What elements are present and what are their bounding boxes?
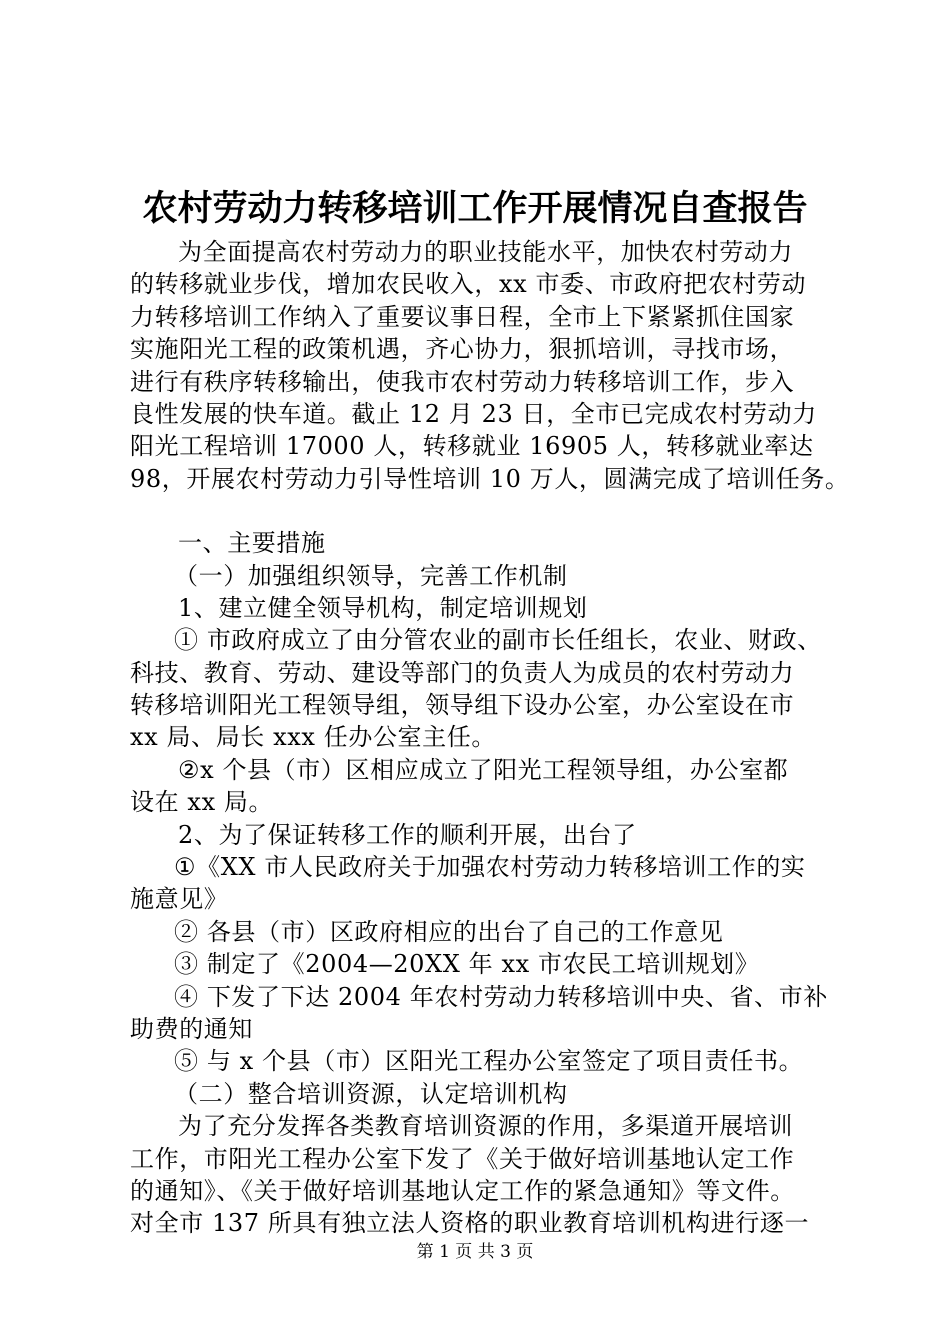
subsection-heading: （二）整合培训资源，认定培训机构 (174, 1079, 568, 1108)
paragraph-line: 为全面提高农村劳动力的职业技能水平，加快农村劳动力 (178, 238, 793, 266)
paragraph-line: 98，开展农村劳动力引导性培训 10 万人，圆满完成了培训任务。 (130, 464, 850, 493)
paragraph-line: 助费的通知 (130, 1014, 253, 1043)
paragraph-line: 的转移就业步伐，增加农民收入，xx 市委、市政府把农村劳动 (130, 270, 807, 299)
subsection-heading: （一）加强组织领导，完善工作机制 (174, 561, 568, 590)
document-title: 农村劳动力转移培训工作开展情况自查报告 (142, 188, 808, 229)
list-item: ⑤ 与 x 个县（市）区阳光工程办公室签定了项目责任书。 (174, 1047, 804, 1076)
list-item: ①《XX 市人民政府关于加强农村劳动力转移培训工作的实 (174, 853, 806, 882)
paragraph-line: 良性发展的快车道。截止 12 月 23 日，全市已完成农村劳动力 (130, 399, 817, 428)
item-heading: 1、建立健全领导机构，制定培训规划 (178, 593, 588, 622)
paragraph-line: 阳光工程培训 17000 人，转移就业 16905 人，转移就业率达 (130, 432, 814, 461)
item-heading: 2、为了保证转移工作的顺利开展，出台了 (178, 820, 637, 849)
paragraph-line: ②x 个县（市）区相应成立了阳光工程领导组，办公室都 (178, 755, 789, 784)
paragraph-line: 实施阳光工程的政策机遇，齐心协力，狠抓培训，寻找市场， (130, 335, 795, 364)
paragraph-line: ① 市政府成立了由分管农业的副市长任组长，农业、财政、 (174, 626, 822, 655)
paragraph-line: 的通知》、《关于做好培训基地认定工作的紧急通知》等文件。 (130, 1176, 795, 1205)
paragraph-line: 力转移培训工作纳入了重要议事日程，全市上下紧紧抓住国家 (130, 302, 795, 331)
paragraph-line: 进行有秩序转移输出，使我市农村劳动力转移培训工作，步入 (130, 367, 795, 396)
list-item: ③ 制定了《2004—20XX 年 xx 市农民工培训规划》 (174, 950, 760, 979)
paragraph-line: 对全市 137 所具有独立法人资格的职业教育培训机构进行逐一 (130, 1209, 810, 1238)
paragraph-line: 施意见》 (130, 885, 229, 914)
paragraph-line: xx 局、局长 xxx 任办公室主任。 (130, 723, 496, 752)
paragraph-line: 为了充分发挥各类教育培训资源的作用，多渠道开展培训 (178, 1112, 793, 1141)
paragraph-line: 设在 xx 局。 (130, 788, 274, 817)
list-item: ④ 下发了下达 2004 年农村劳动力转移培训中央、省、市补 (174, 982, 828, 1011)
paragraph-line: 转移培训阳光工程领导组，领导组下设办公室，办公室设在市 (130, 691, 795, 720)
paragraph-line: 科技、教育、劳动、建设等部门的负责人为成员的农村劳动力 (130, 658, 795, 687)
paragraph-gap (130, 495, 835, 527)
document-body (130, 236, 850, 1240)
section-heading: 一、主要措施 (178, 529, 326, 558)
paragraph-line: 工作，市阳光工程办公室下发了《关于做好培训基地认定工作 (130, 1144, 795, 1173)
page-number: 第 1 页 共 3 页 (416, 1242, 534, 1262)
list-item: ② 各县（市）区政府相应的出台了自己的工作意见 (174, 917, 724, 946)
